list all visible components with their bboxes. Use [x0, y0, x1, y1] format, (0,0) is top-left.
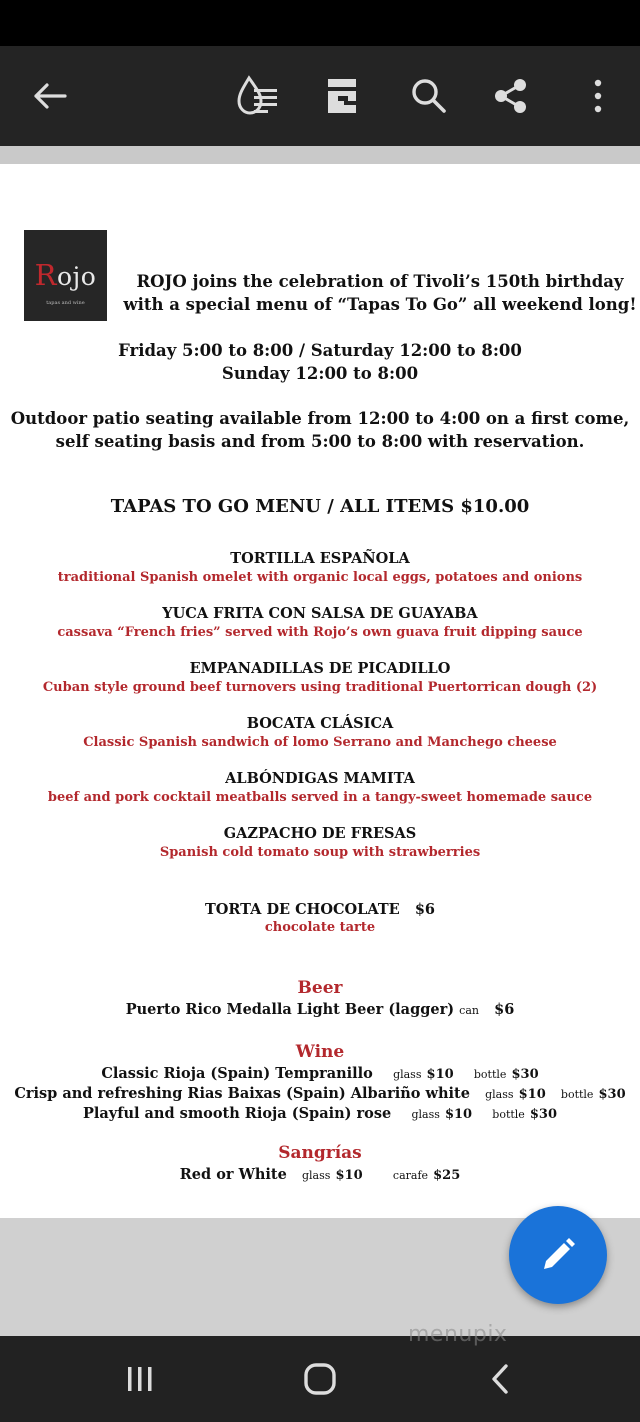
share-icon[interactable]: [484, 46, 538, 146]
glass-price: $10: [518, 1087, 546, 1102]
wine-name: Classic Rioja (Spain) Tempranillo: [101, 1065, 373, 1082]
edit-fab-button[interactable]: [509, 1206, 607, 1304]
sangria-name: Red or White: [179, 1166, 287, 1183]
back-chevron-icon[interactable]: [470, 1336, 530, 1422]
logo-brand: Rojo: [34, 258, 97, 292]
glass-label: glass: [485, 1088, 514, 1101]
sangria-heading: Sangrías: [278, 1143, 362, 1163]
wine-row: [0, 1085, 640, 1102]
glass-price: $10: [426, 1067, 454, 1082]
hours-line-1: Friday 5:00 to 8:00 / Saturday 12:00 to 8:00: [118, 341, 522, 360]
menu-item-name: EMPANADILLAS DE PICADILLO: [189, 660, 451, 677]
reading-mode-icon[interactable]: [230, 46, 284, 146]
carafe-label: carafe: [392, 1169, 429, 1182]
menu-item-name: BOCATA CLÁSICA: [246, 715, 394, 732]
logo-tagline: tapas and wine: [46, 300, 85, 306]
pencil-edit-icon: [538, 1235, 578, 1275]
page-gap: [0, 146, 640, 164]
beer-price: $6: [494, 1001, 515, 1018]
glass-label: glass: [302, 1169, 331, 1182]
bottle-price: $30: [598, 1087, 626, 1102]
menu-item-desc: Cuban style ground beef turnovers using traditional Puertorrican dough (2): [42, 680, 598, 695]
watermark-logo: menupix: [408, 1322, 508, 1347]
beer-heading: Beer: [297, 978, 343, 998]
menu-item-desc: cassava “French fries” served with Rojo’s own guava fruit dipping sauce: [57, 625, 583, 640]
dessert-line: [0, 901, 640, 918]
document-page[interactable]: [0, 164, 640, 1218]
beer-row: [0, 1001, 640, 1018]
bottle-label: bottle: [492, 1108, 525, 1121]
wine-row: [0, 1065, 640, 1082]
menu-item-name: YUCA FRITA CON SALSA DE GUAYABA: [162, 605, 478, 622]
glass-label: glass: [411, 1108, 440, 1121]
bottle-label: bottle: [473, 1068, 507, 1081]
patio-line-1: Outdoor patio seating available from 12:00 to 4:00 on a first come,: [10, 409, 630, 428]
dessert-desc: chocolate tarte: [264, 920, 376, 935]
menu-item-desc: traditional Spanish omelet with organic local eggs, potatoes and onions: [57, 570, 583, 585]
intro-line-2: with a special menu of “Tapas To Go” all weekend long!: [123, 295, 637, 314]
wine-row: [0, 1105, 640, 1122]
wine-name: Playful and smooth Rioja (Spain) rose: [82, 1105, 392, 1122]
bottle-label: bottle: [560, 1088, 594, 1101]
menu-item-name: TORTILLA ESPAÑOLA: [230, 550, 410, 567]
hours-line-2: Sunday 12:00 to 8:00: [221, 364, 419, 383]
status-bar: [0, 0, 640, 46]
menu-item-desc: Spanish cold tomato soup with strawberries: [159, 845, 481, 860]
bottle-price: $30: [511, 1067, 539, 1082]
dessert-name: TORTA DE CHOCOLATE: [204, 901, 400, 918]
menu-item-desc: Classic Spanish sandwich of lomo Serrano and Manchego cheese: [83, 735, 557, 750]
menu-item-desc: beef and pork cocktail meatballs served in a tangy-sweet homemade sauce: [47, 790, 593, 805]
recents-icon[interactable]: [110, 1336, 170, 1422]
wine-name: Crisp and refreshing Rias Baixas (Spain) Albariño white: [14, 1085, 470, 1102]
rojo-logo: [24, 230, 107, 321]
more-vertical-icon[interactable]: [576, 46, 620, 146]
menu-item-name: GAZPACHO DE FRESAS: [223, 825, 417, 842]
sangria-row: [0, 1166, 640, 1183]
top-toolbar: [0, 46, 640, 146]
arrow-left-icon[interactable]: [22, 46, 78, 146]
glass-price: $10: [335, 1168, 363, 1183]
bottle-price: $30: [529, 1107, 558, 1122]
patio-line-2: self seating basis and from 5:00 to 8:00 with reservation.: [55, 432, 585, 451]
glass-label: glass: [393, 1068, 422, 1081]
intro-line-1: ROJO joins the celebration of Tivoli’s 150th birthday: [136, 272, 624, 291]
beer-unit: can: [459, 1004, 479, 1017]
carafe-price: $25: [433, 1168, 461, 1183]
menu-item-name: ALBÓNDIGAS MAMITA: [225, 770, 415, 787]
dessert-price: $6: [414, 901, 436, 918]
page-layout-icon[interactable]: [315, 46, 369, 146]
menu-title: TAPAS TO GO MENU / ALL ITEMS $10.00: [110, 496, 530, 517]
glass-price: $10: [444, 1107, 473, 1122]
search-icon[interactable]: [402, 46, 456, 146]
beer-name: Puerto Rico Medalla Light Beer (lagger): [125, 1001, 455, 1018]
home-icon[interactable]: [290, 1336, 350, 1422]
wine-heading: Wine: [295, 1042, 345, 1062]
